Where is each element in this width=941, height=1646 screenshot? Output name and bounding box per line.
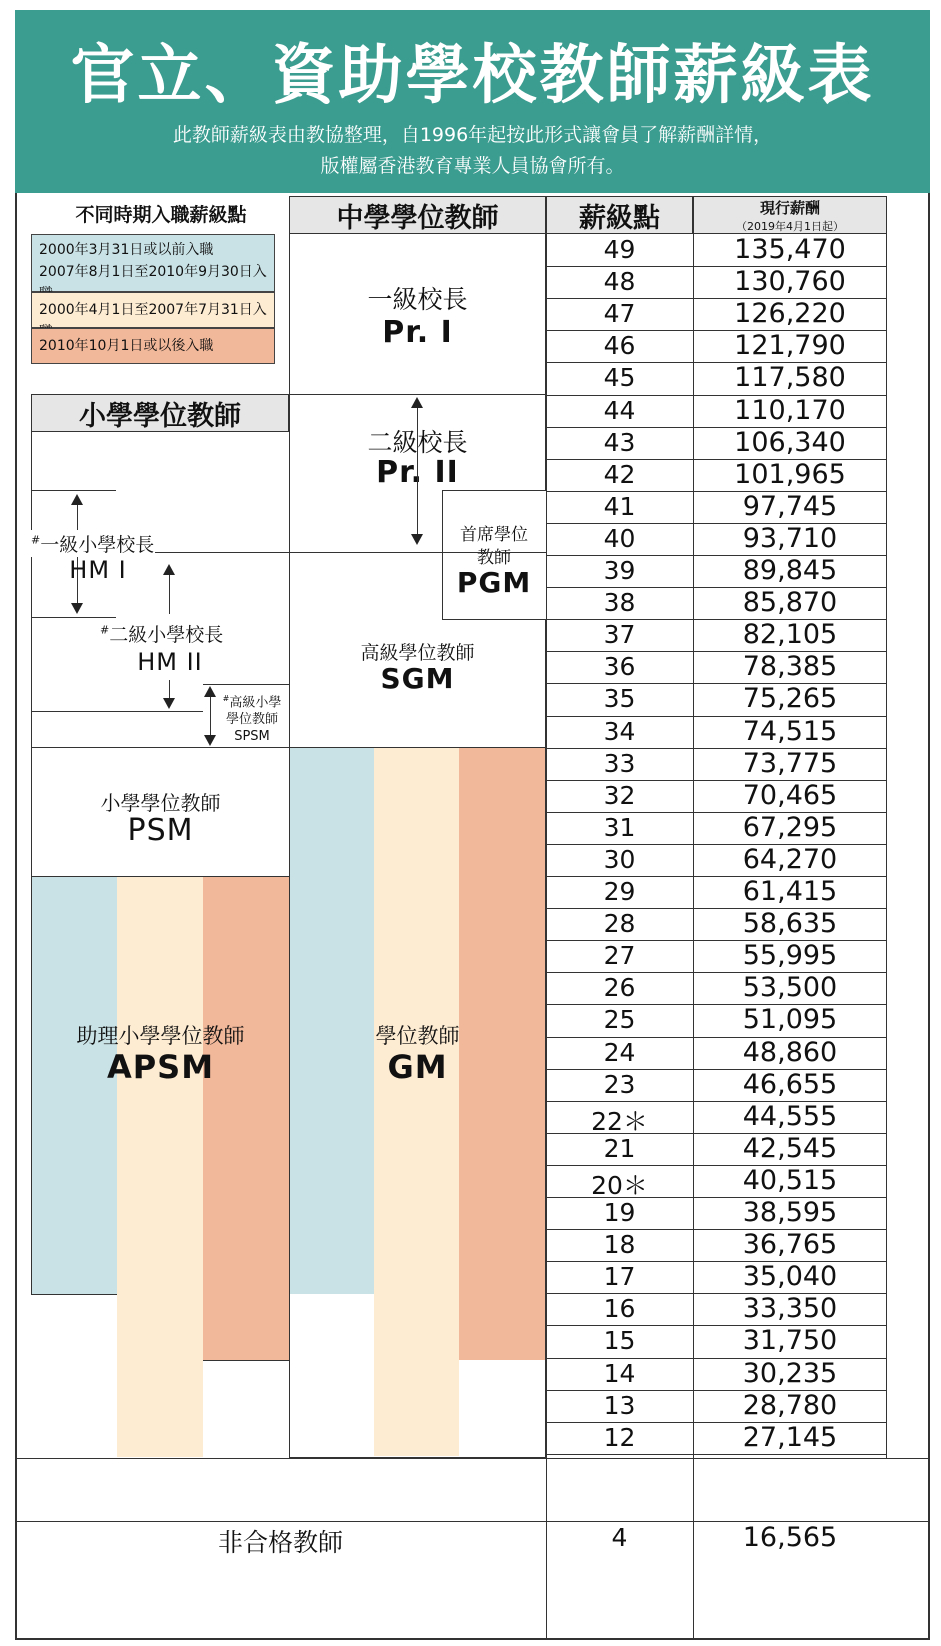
salary-value: 27,145	[742, 1421, 838, 1453]
spsm-en: SPSM	[234, 729, 270, 745]
spsm-cn2: 學位教師	[225, 712, 278, 728]
salary-point: 40	[603, 523, 636, 553]
salary-value: 73,775	[742, 747, 838, 779]
salary-point: 34	[603, 716, 636, 746]
salary-value: 36,765	[742, 1229, 838, 1261]
header-salary	[693, 196, 887, 234]
legend-item-peach: 2010年10月1日或以後入職	[31, 328, 275, 364]
salary-value: 55,995	[742, 940, 838, 972]
salary-point: 36	[603, 652, 636, 682]
legend-item-blue-line1: 2000年3月31日或以前入職	[39, 242, 214, 258]
salary-point: 33	[603, 748, 636, 778]
pr1-cn: 一級校長	[367, 285, 468, 314]
sgm-cn: 高級學位教師	[360, 642, 475, 664]
salary-point: 42	[603, 459, 636, 489]
salary-value: 48,860	[742, 1036, 838, 1068]
legend-item-cream: 2000年4月1日至2007年7月31日入	[31, 292, 275, 328]
hm1-line	[155, 552, 546, 553]
salary-value: 33,350	[742, 1293, 838, 1325]
salary-point: 44	[603, 395, 636, 425]
salary-value: 40,515	[742, 1164, 838, 1196]
psm-en: PSM	[127, 813, 194, 848]
hm1-top-line	[31, 490, 116, 491]
hm2-hash: #	[100, 623, 110, 637]
arrow-down-icon	[411, 534, 423, 545]
salary-point: 21	[603, 1133, 636, 1163]
salary-value: 126,220	[734, 298, 846, 330]
salary-value: 58,635	[742, 908, 838, 940]
salary-value: 130,760	[734, 266, 846, 298]
salary-point: 48	[603, 267, 636, 297]
salary-value: 42,545	[742, 1132, 838, 1164]
page-title: 官立、資助學校教師薪級表	[70, 39, 875, 113]
salary-point: 17	[603, 1262, 636, 1292]
arrow-up-icon	[71, 494, 83, 505]
salary-value: 64,270	[742, 843, 838, 875]
salary-value: 97,745	[742, 490, 838, 522]
legend-heading: 不同時期入職薪級點	[75, 204, 247, 226]
hm2-en: HM II	[137, 648, 203, 676]
salary-point: 32	[603, 780, 636, 810]
pr2-range-line	[417, 406, 418, 536]
salary-value: 38,595	[742, 1197, 838, 1228]
spsm-label	[216, 690, 288, 745]
pgm-cn2: 教師	[477, 548, 511, 568]
gm-band-cream	[374, 748, 459, 1456]
salary-value: 44,555	[742, 1100, 838, 1132]
salary-value: 78,385	[742, 651, 838, 683]
salary-point: 45	[603, 363, 636, 393]
salary-point: 14	[603, 1358, 636, 1388]
salary-value: 74,515	[742, 715, 838, 747]
salary-point: 22＊	[591, 1106, 648, 1136]
salary-point: 30	[603, 844, 636, 874]
hm2-cn	[100, 620, 240, 647]
salary-point: 18	[603, 1230, 636, 1260]
salary-value: 101,965	[734, 458, 846, 490]
salary-value: 121,790	[734, 330, 846, 362]
salary-point: 23	[603, 1069, 636, 1099]
spsm-cn1: 高級小學	[229, 695, 282, 711]
hm2-cn-text: 二級小學校長	[109, 624, 224, 646]
salary-point: 26	[603, 973, 636, 1003]
salary-point: 28	[603, 909, 636, 939]
salary-point: 24	[603, 1037, 636, 1067]
hm2-top-line	[31, 617, 116, 618]
non-qualified-point: 4	[611, 1523, 628, 1552]
salary-value: 117,580	[734, 362, 846, 394]
apsm-band-cream	[117, 877, 203, 1457]
hm2-down-line	[169, 680, 170, 700]
salary-point: 43	[603, 427, 636, 457]
apsm-en: APSM	[106, 1048, 215, 1086]
pr1-en: Pr. I	[382, 315, 453, 350]
sgm-en: SGM	[380, 662, 455, 695]
salary-value: 53,500	[742, 972, 838, 1004]
salary-value: 75,265	[742, 683, 838, 715]
gm-en: GM	[387, 1048, 448, 1086]
arrow-down-icon	[71, 603, 83, 614]
arrow-up-icon	[163, 564, 175, 575]
hm2-bottom-line	[31, 711, 203, 712]
salary-value: 67,295	[742, 811, 838, 843]
spsm-hash: #	[222, 694, 230, 703]
arrow-up-icon	[411, 397, 423, 408]
salary-point: 15	[603, 1326, 636, 1356]
salary-point: 13	[603, 1390, 636, 1420]
salary-value: 82,105	[742, 619, 838, 651]
salary-value: 51,095	[742, 1004, 838, 1036]
salary-point: 27	[603, 941, 636, 971]
pgm-cn1: 首席學位	[460, 525, 528, 545]
hm1-cn-text: 一級小學校長	[40, 534, 155, 556]
header-salary-note: （2019年4月1日起）	[736, 219, 844, 233]
salary-value: 61,415	[742, 876, 838, 907]
arrow-down-icon	[163, 698, 175, 709]
hm2-up-line	[169, 574, 170, 614]
salary-point: 49	[603, 235, 636, 264]
hm1-en: HM I	[69, 556, 127, 584]
salary-value: 106,340	[734, 426, 846, 458]
salary-point: 39	[603, 556, 636, 585]
arrow-up-icon	[204, 686, 216, 697]
salary-value: 89,845	[742, 555, 838, 586]
salary-value: 70,465	[742, 779, 838, 811]
header-primary-teacher: 小學學位教師	[31, 394, 289, 432]
salary-value: 135,470	[734, 234, 846, 265]
apsm-band-peach	[203, 877, 289, 1361]
pgm-en: PGM	[456, 566, 532, 599]
non-qualified-salary: 16,565	[742, 1522, 838, 1553]
hm1-cn	[31, 530, 161, 557]
subtitle-line-1: 此教師薪級表由教協整理，自1996年起按此形式讓會員了解薪酬詳情，	[172, 124, 773, 146]
salary-point: 47	[603, 299, 636, 329]
hm1-hash: #	[31, 533, 41, 547]
legend-item-blue-line2: 2007年8月1日至2010年9月30日入	[39, 264, 267, 280]
arrow-down-icon	[204, 735, 216, 746]
salary-point: 41	[603, 491, 636, 521]
salary-point: 31	[603, 812, 636, 842]
legend-item-blue	[31, 234, 275, 292]
salary-value: 30,235	[742, 1357, 838, 1389]
salary-value: 46,655	[742, 1068, 838, 1100]
salary-value: 93,710	[742, 522, 838, 554]
divider-pr1	[289, 394, 546, 395]
gm-cn: 學位教師	[375, 1024, 460, 1048]
header-salary-title: 現行薪酬	[759, 198, 820, 217]
spsm-range-line	[210, 696, 211, 736]
salary-point: 20＊	[591, 1170, 648, 1200]
salary-point: 29	[603, 877, 636, 906]
salary-value: 28,780	[742, 1389, 838, 1421]
salary-point: 25	[603, 1005, 636, 1035]
header-secondary-teacher: 中學學位教師	[289, 196, 546, 234]
salary-point: 16	[603, 1294, 636, 1324]
header-point: 薪級點	[546, 196, 693, 234]
salary-value: 31,750	[742, 1325, 838, 1357]
salary-value: 110,170	[734, 394, 846, 426]
salary-point: 35	[603, 684, 636, 714]
apsm-cn: 助理小學學位教師	[76, 1024, 245, 1048]
pr2-en: Pr. II	[376, 455, 459, 490]
apsm-band-blue	[31, 877, 117, 1295]
subtitle-line-2: 版權屬香港教育專業人員協會所有。	[320, 155, 625, 177]
salary-point: 12	[603, 1422, 636, 1452]
salary-point: 46	[603, 331, 636, 361]
salary-point: 19	[603, 1198, 636, 1227]
salary-value: 85,870	[742, 587, 838, 619]
table-row-divider	[546, 1454, 887, 1455]
non-qualified-label: 非合格教師	[217, 1528, 343, 1557]
spsm-top-line	[203, 684, 289, 685]
salary-point: 37	[603, 620, 636, 650]
pr2-cn: 二級校長	[367, 428, 468, 457]
salary-value: 35,040	[742, 1261, 838, 1293]
psm-cn: 小學學位教師	[100, 791, 221, 815]
salary-point: 38	[603, 588, 636, 618]
bottom-divider-1	[15, 1458, 930, 1459]
